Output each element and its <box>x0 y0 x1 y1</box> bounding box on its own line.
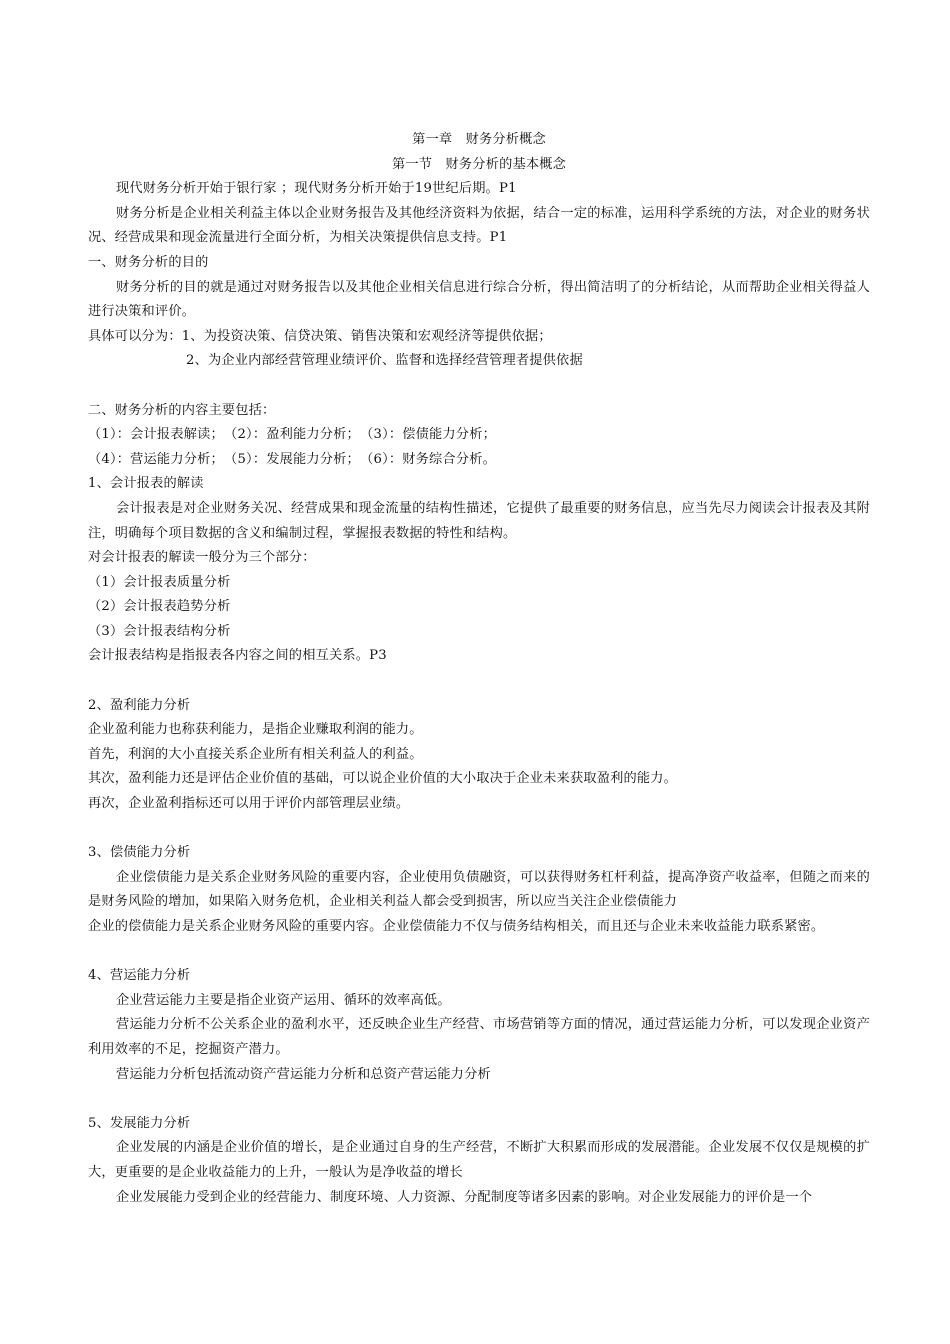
section-5-line-1: 企业发展的内涵是企业价值的增长，是企业通过自身的生产经营，不断扩大积累而形成的发展潜能。企业发展不仅仅是规模的扩大，更重要的是企业收益能力的上升，一般认为是净收益的增长 <box>88 1140 870 1180</box>
section-5-heading: 5、发展能力分析 <box>88 1115 191 1131</box>
section-2-line-1: 企业盈利能力也称获利能力，是指企业赚取利润的能力。 <box>88 722 423 738</box>
chapter-title: 第一章 财务分析概念 <box>412 132 546 147</box>
section-4-heading: 4、营运能力分析 <box>88 968 191 984</box>
section-title: 第一节 财务分析的基本概念 <box>391 156 567 172</box>
section-3-heading: 3、偿债能力分析 <box>88 845 191 861</box>
section-1-body: 会计报表是对企业财务关况、经营成果和现金流量的结构性描述，它提供了最重要的财务信息，应当先尽力阅读会计报表及其附注，明确每个项目数据的含义和编制过程，掌握报表数据的特性和结构。 <box>88 500 870 541</box>
section-1-part-3: （3）会计报表结构分析 <box>88 623 231 639</box>
section-2-line-3: 其次，盈利能力还是评估企业价值的基础，可以说企业价值的大小取决于企业未来获取盈利的能力。 <box>88 771 678 787</box>
content-row-1: （1）：会计报表解读； （2）：盈利能力分析； （3）：偿债能力分析； <box>88 427 496 443</box>
purpose-list-intro: 具体可以分为：1、为投资决策、信贷决策、销售决策和宏观经济等提供依据； <box>88 328 552 344</box>
section-1-note: 会计报表结构是指报表各内容之间的相互关系。P3 <box>88 648 387 664</box>
section-2-line-4: 再次，企业盈利指标还可以用于评价内部管理层业绩。 <box>88 796 410 812</box>
spacer <box>88 940 870 965</box>
section-2-heading: 2、盈利能力分析 <box>88 697 191 713</box>
section-4-line-3: 营运能力分析包括流动资产营运能力分析和总资产营运能力分析 <box>116 1066 491 1082</box>
content-heading: 二、财务分析的内容主要包括： <box>88 402 276 418</box>
section-2-line-2: 首先，利润的大小直接关系企业所有相关利益人的利益。 <box>88 746 423 762</box>
purpose-list-item-2: 2、为企业内部经营管理业绩评价、监督和选择经营管理者提供依据 <box>186 353 583 369</box>
spacer <box>88 669 870 694</box>
intro-paragraph-1: 现代财务分析开始于银行家 ；现代财务分析开始于19世纪后期。P1 <box>116 181 517 197</box>
content-row-2: （4）：营运能力分析； （5）：发展能力分析； （6）：财务综合分析。 <box>88 451 496 467</box>
section-3-line-2: 企业的偿债能力是关系企业财务风险的重要内容。企业偿债能力不仅与债务结构相关，而且还与企业未来收益能力联系紧密。 <box>88 919 825 934</box>
section-1-part-1: （1）会计报表质量分析 <box>88 574 231 590</box>
section-4-line-1: 企业营运能力主要是指企业资产运用、循环的效率高低。 <box>116 992 451 1008</box>
section-5-line-2: 企业发展能力受到企业的经营能力、制度环境、人力资源、分配制度等诸多因素的影响。对企业发展能力的评价是一个 <box>116 1189 813 1205</box>
spacer <box>88 374 870 399</box>
section-3-body: 企业偿债能力是关系企业财务风险的重要内容，企业使用负债融资，可以获得财务杠杆利益，提高净资产收益率，但随之而来的是财务风险的增加，如果陷入财务危机，企业相关利益人都会受到损害，所以应当关注企业偿债能力 <box>88 869 870 910</box>
section-1-heading: 1、会计报表的解读 <box>88 476 204 492</box>
purpose-heading: 一、财务分析的目的 <box>88 254 209 270</box>
section-1-part-2: （2）会计报表趋势分析 <box>88 599 231 615</box>
intro-paragraph-2: 财务分析是企业相关利益主体以企业财务报告及其他经济资料为依据，结合一定的标准，运用科学系统的方法，对企业的财务状况、经营成果和现金流量进行全面分析，为相关决策提供信息支持。P1 <box>88 205 870 246</box>
purpose-body: 财务分析的目的就是通过对财务报告以及其他企业相关信息进行综合分析，得出简洁明了的分析结论，从而帮助企业相关得益人进行决策和评价。 <box>88 279 870 320</box>
section-1-parts-intro: 对会计报表的解读一般分为三个部分： <box>88 550 316 566</box>
document-page <box>88 128 870 1210</box>
spacer <box>88 817 870 842</box>
spacer <box>88 1087 870 1112</box>
section-4-line-2: 营运能力分析不公关系企业的盈利水平，还反映企业生产经营、市场营销等方面的情况，通过营运能力分析，可以发现企业资产利用效率的不足，挖掘资产潜力。 <box>88 1017 870 1057</box>
